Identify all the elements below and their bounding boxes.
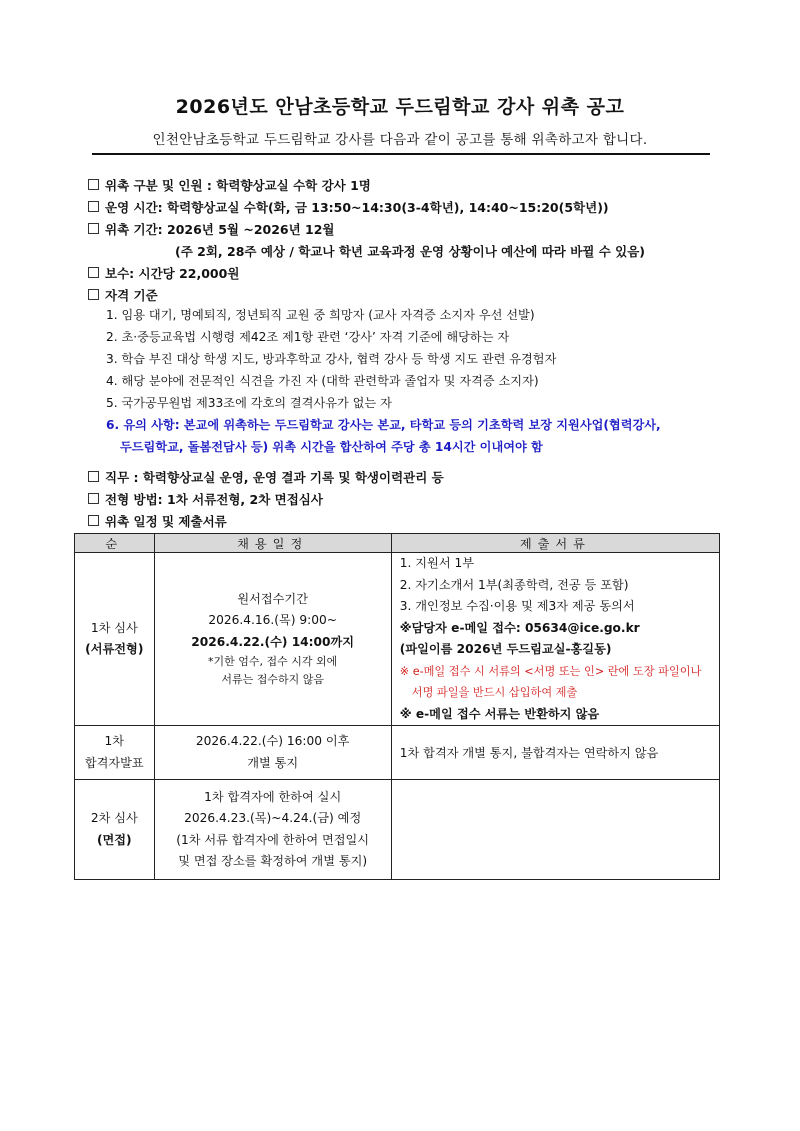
table-row bbox=[75, 780, 720, 880]
item-duties: 직무 : 학력향상교실 운영, 운영 결과 기록 및 학생이력관리 등 bbox=[88, 468, 444, 486]
checkbox-icon bbox=[88, 267, 99, 278]
qualification-item: 4. 해당 분야에 전문적인 식견을 가진 자 (대학 관련학과 졸업자 및 자격증 소지자) bbox=[106, 374, 539, 388]
checkbox-icon bbox=[88, 515, 99, 526]
checkbox-icon bbox=[88, 471, 99, 482]
qualification-caution: 6. 유의 사항: 본교에 위촉하는 두드림학교 강사는 본교, 타학교 등의 기초학력 보장 지원사업(협력강사, bbox=[106, 418, 661, 432]
table-row bbox=[75, 553, 720, 726]
checkbox-icon bbox=[88, 201, 99, 212]
documents-cell: 1차 합격자 개별 통지, 불합격자는 연락하지 않음 bbox=[391, 726, 719, 780]
checkbox-icon bbox=[88, 493, 99, 504]
qualification-item: 5. 국가공무원법 제33조에 각호의 결격사유가 없는 자 bbox=[106, 396, 392, 410]
checkbox-icon bbox=[88, 289, 99, 300]
qualification-item: 1. 임용 대기, 명예퇴직, 정년퇴직 교원 중 희망자 (교사 자격증 소지자 우선 선발) bbox=[106, 308, 535, 322]
item-operating-time: 운영 시간: 학력향상교실 수학(화, 금 13:50~14:30(3-4학년), 14:40~15:20(5학년)) bbox=[88, 198, 609, 216]
qualification-item: 3. 학습 부진 대상 학생 지도, 방과후학교 강사, 협력 강사 등 학생 지도 관련 유경험자 bbox=[106, 352, 557, 366]
page-title: 2026년도 안남초등학교 두드림학교 강사 위촉 공고 bbox=[175, 96, 625, 118]
title-divider bbox=[92, 153, 710, 155]
stage-cell: 1차 합격자발표 bbox=[75, 726, 155, 780]
checkbox-icon bbox=[88, 223, 99, 234]
documents-cell bbox=[391, 780, 719, 880]
schedule-cell: 1차 합격자에 한하여 실시 2026.4.23.(목)~4.24.(금) 예정 (1차 서류 합격자에 한하여 면접일시 및 면접 장소를 확정하여 개별 통지) bbox=[154, 780, 391, 880]
item-qualifications: 자격 기준 bbox=[88, 286, 158, 304]
table-row bbox=[75, 726, 720, 780]
stage-cell: 2차 심사 (면접) bbox=[75, 780, 155, 880]
page-subtitle: 인천안남초등학교 두드림학교 강사를 다음과 같이 공고를 통해 위촉하고자 합니다. bbox=[152, 132, 648, 148]
header-order: 순 bbox=[75, 534, 155, 553]
schedule-table bbox=[74, 533, 720, 880]
item-period: 위촉 기간: 2026년 5월 ~2026년 12월 bbox=[88, 220, 335, 238]
item-recruitment: 위촉 구분 및 인원 : 학력향상교실 수학 강사 1명 bbox=[88, 176, 371, 194]
qualification-caution-continued: 두드림학교, 돌봄전담사 등) 위촉 시간을 합산하여 주당 총 14시간 이내여야 함 bbox=[120, 440, 543, 454]
table-header-row bbox=[75, 534, 720, 553]
item-schedule-docs: 위촉 일정 및 제출서류 bbox=[88, 512, 227, 530]
stage-cell: 1차 심사 (서류전형) bbox=[75, 553, 155, 726]
checkbox-icon bbox=[88, 179, 99, 190]
documents-cell: 1. 지원서 1부 2. 자기소개서 1부(최종학력, 전공 등 포함) 3. 개인정보 수집·이용 및 제3자 제공 동의서 ※담당자 e-메일 접수: 05634@ice.go.kr (파일이름 2026년 두드림교실-홍길동) ※ e-메일 접수 시 서류의 <서명 또는 인> 란에 도장 파일이나 서명 파일을 반드시 삽입하여 제출 ※ e-메일 접수 서류는 반환하지 않음 bbox=[391, 553, 719, 726]
qualification-item: 2. 초·중등교육법 시행령 제42조 제1항 관련 ‘강사’ 자격 기준에 해당하는 자 bbox=[106, 330, 510, 344]
item-period-note: (주 2회, 28주 예상 / 학교나 학년 교육과정 운영 상황이나 예산에 따라 바뀔 수 있음) bbox=[175, 244, 646, 259]
item-selection-method: 전형 방법: 1차 서류전형, 2차 면접심사 bbox=[88, 490, 323, 508]
item-pay: 보수: 시간당 22,000원 bbox=[88, 264, 239, 282]
header-schedule: 채용일정 bbox=[154, 534, 391, 553]
schedule-cell: 원서접수기간 2026.4.16.(목) 9:00~ 2026.4.22.(수) 14:00까지 *기한 엄수, 접수 시각 외에 서류는 접수하지 않음 bbox=[154, 553, 391, 726]
schedule-cell: 2026.4.22.(수) 16:00 이후 개별 통지 bbox=[154, 726, 391, 780]
header-documents: 제출서류 bbox=[391, 534, 719, 553]
